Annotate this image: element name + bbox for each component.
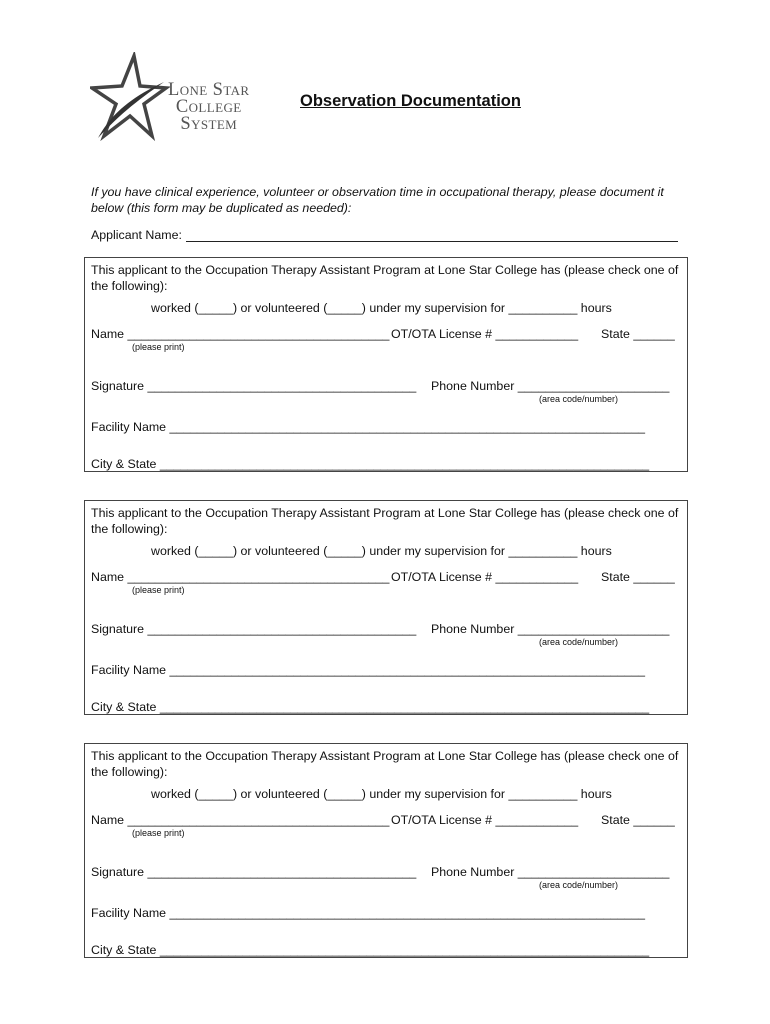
lone-star-college-logo: [90, 52, 270, 146]
name-field[interactable]: Name ______________________________________: [91, 327, 390, 341]
box-statement: This applicant to the Occupation Therapy Assistant Program at Lone Star College has (please check one of the following):: [91, 506, 679, 536]
intro-instructions: If you have clinical experience, volunteer or observation time in occupational therapy, please document it below (this form may be duplicated as needed):: [91, 185, 664, 215]
city-state-field[interactable]: City & State _______________________________________________________________________: [91, 700, 650, 714]
print-hint: (please print): [132, 585, 185, 595]
phone-hint: (area code/number): [539, 637, 619, 647]
star-icon: [90, 52, 170, 146]
applicant-name-field[interactable]: [186, 230, 678, 242]
phone-field[interactable]: Phone Number ______________________: [431, 865, 670, 879]
logo-line-2: College: [175, 97, 242, 117]
logo-line-1: Lone Star: [168, 80, 250, 100]
state-field[interactable]: State ______: [601, 813, 675, 827]
city-state-field[interactable]: City & State _______________________________________________________________________: [91, 457, 650, 471]
name-field[interactable]: Name ______________________________________: [91, 813, 390, 827]
state-field[interactable]: State ______: [601, 570, 675, 584]
applicant-name-row: [91, 228, 678, 242]
phone-field[interactable]: Phone Number ______________________: [431, 622, 670, 636]
hours-line[interactable]: worked (_____) or volunteered (_____) under my supervision for __________ hours: [151, 301, 612, 315]
hours-line[interactable]: worked (_____) or volunteered (_____) under my supervision for __________ hours: [151, 544, 612, 558]
phone-hint: (area code/number): [539, 394, 619, 404]
phone-field[interactable]: Phone Number ______________________: [431, 379, 670, 393]
supervisor-box-3: [84, 743, 688, 958]
logo-line-3: System: [180, 114, 238, 134]
box-statement: This applicant to the Occupation Therapy Assistant Program at Lone Star College has (please check one of the following):: [91, 263, 679, 293]
signature-field[interactable]: Signature _______________________________________: [91, 622, 417, 636]
hours-line[interactable]: worked (_____) or volunteered (_____) under my supervision for __________ hours: [151, 787, 612, 801]
facility-field[interactable]: Facility Name _____________________________________________________________________: [91, 906, 645, 920]
phone-hint: (area code/number): [539, 880, 619, 890]
applicant-name-label: Applicant Name:: [91, 228, 182, 242]
supervisor-box-2: [84, 500, 688, 715]
name-field[interactable]: Name ______________________________________: [91, 570, 390, 584]
page-title: Observation Documentation: [300, 92, 521, 110]
license-field[interactable]: OT/OTA License # ____________: [391, 327, 579, 341]
print-hint: (please print): [132, 342, 185, 352]
license-field[interactable]: OT/OTA License # ____________: [391, 570, 579, 584]
box-statement: This applicant to the Occupation Therapy Assistant Program at Lone Star College has (please check one of the following):: [91, 749, 679, 779]
signature-field[interactable]: Signature _______________________________________: [91, 379, 417, 393]
supervisor-box-1: [84, 257, 688, 472]
facility-field[interactable]: Facility Name _____________________________________________________________________: [91, 663, 645, 677]
signature-field[interactable]: Signature _______________________________________: [91, 865, 417, 879]
license-field[interactable]: OT/OTA License # ____________: [391, 813, 579, 827]
city-state-field[interactable]: City & State _______________________________________________________________________: [91, 943, 650, 957]
print-hint: (please print): [132, 828, 185, 838]
state-field[interactable]: State ______: [601, 327, 675, 341]
facility-field[interactable]: Facility Name _____________________________________________________________________: [91, 420, 645, 434]
